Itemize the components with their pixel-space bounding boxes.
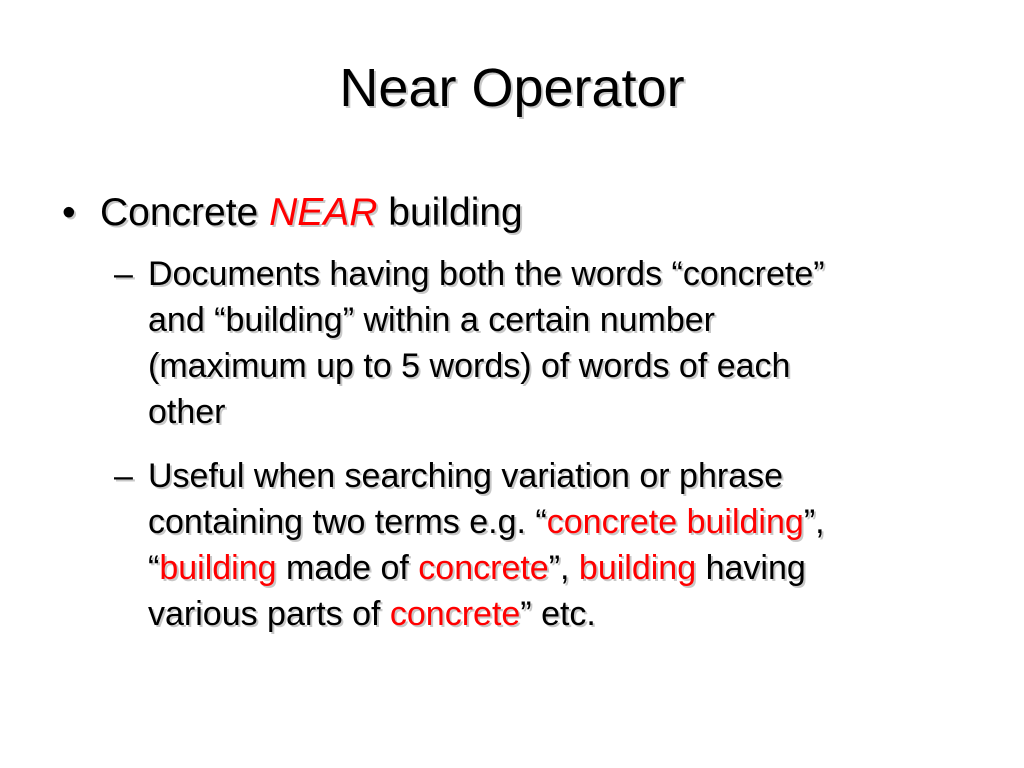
bullet-text-post: building bbox=[377, 191, 523, 234]
usage-text: having bbox=[696, 549, 806, 587]
usage-line-1: Useful when searching variation or phrase bbox=[148, 457, 784, 495]
usage-line-3 bbox=[114, 545, 994, 591]
definition-line-3: (maximum up to 5 words) of words of each bbox=[148, 347, 791, 385]
slide-title: Near Operator bbox=[339, 58, 685, 118]
near-keyword: NEAR bbox=[269, 191, 378, 234]
highlight-word: building bbox=[578, 549, 697, 587]
definition-line-4: other bbox=[148, 393, 226, 431]
usage-text: ” etc. bbox=[520, 595, 596, 633]
highlight-phrase: concrete building bbox=[546, 503, 804, 541]
usage-text: various parts of bbox=[148, 595, 390, 633]
usage-text: “ bbox=[148, 549, 160, 587]
usage-text: ”, bbox=[548, 549, 579, 587]
highlight-word: concrete bbox=[418, 549, 549, 587]
usage-line-2 bbox=[114, 499, 994, 545]
bullet-text-pre: Concrete bbox=[100, 191, 270, 234]
definition-line-2: and “building” within a certain number bbox=[148, 301, 715, 339]
highlight-word: concrete bbox=[389, 595, 521, 633]
usage-text: ”, bbox=[803, 503, 825, 541]
highlight-word: building bbox=[159, 549, 277, 587]
sub-bullet-definition bbox=[114, 251, 994, 435]
sub-bullet-usage bbox=[114, 453, 994, 637]
usage-text: made of bbox=[276, 549, 419, 587]
bullet-marker: • bbox=[62, 191, 76, 234]
bullet-concrete-near-building bbox=[62, 190, 523, 236]
usage-text: containing two terms e.g. “ bbox=[148, 503, 547, 541]
sub-bullet-marker: – bbox=[114, 457, 133, 495]
usage-line-4 bbox=[114, 591, 994, 637]
definition-line-1: Documents having both the words “concrete” bbox=[148, 255, 825, 293]
sub-bullet-marker: – bbox=[114, 255, 133, 293]
